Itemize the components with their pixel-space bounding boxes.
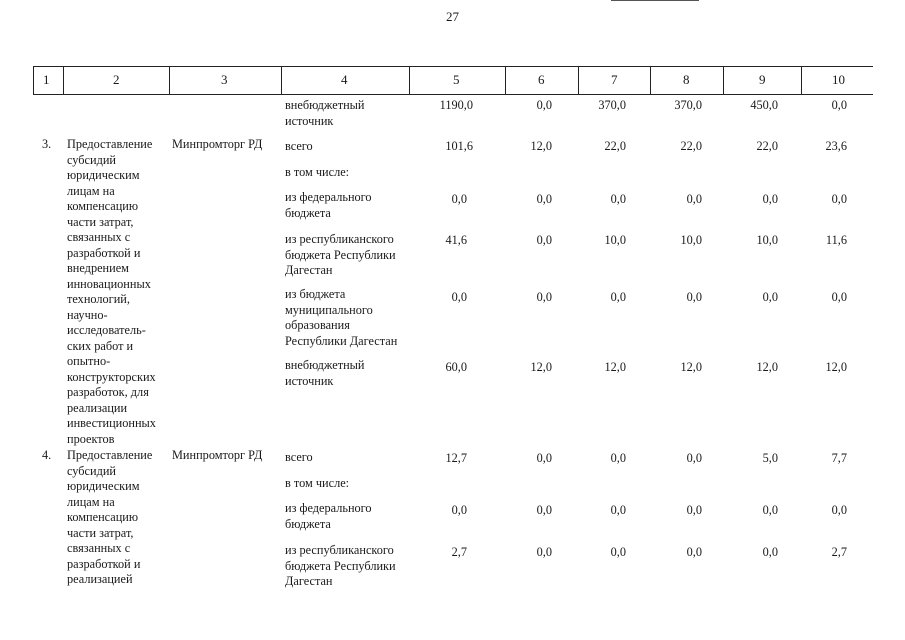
measure-name: Предоставление субсидий юридическим лицам на компенсацию части затрат, связанных с разработкой и внедрением инновационных технологий, научно- исследователь- ских работ и опытно- конструкторских разработок, для реализации инвестиционных проектов [67, 137, 156, 446]
header-col-5: 5 [453, 72, 460, 87]
col-divider [409, 66, 410, 94]
col-divider [723, 66, 724, 94]
source-label: всего [285, 139, 313, 153]
value-cell: 0,0 [831, 192, 847, 206]
measure-name: Предоставление субсидий юридическим лицам на компенсацию части затрат, связанных с разработкой и реализацией [67, 448, 153, 586]
value-cell: 60,0 [445, 360, 467, 374]
value-cell: 10,0 [604, 233, 626, 247]
value-cell: 10,0 [756, 233, 778, 247]
value-cell: 12,0 [825, 360, 847, 374]
value-cell: 0,0 [831, 290, 847, 304]
value-cell: 0,0 [762, 290, 778, 304]
source-label: из федерального бюджета [285, 190, 372, 220]
value-cell: 5,0 [762, 451, 778, 465]
value-cell: 2,7 [831, 545, 847, 559]
col-divider [63, 66, 64, 94]
value-cell: 0,0 [536, 192, 552, 206]
source-label: в том числе: [285, 165, 350, 179]
col-divider [650, 66, 651, 94]
source-label: из республиканского бюджета Республики Дагестан [285, 543, 396, 588]
value-cell: 0,0 [451, 503, 467, 517]
executor: Минпромторг РД [172, 448, 263, 462]
value-cell: 22,0 [756, 139, 778, 153]
value-cell: 0,0 [536, 451, 552, 465]
source-label: в том числе: [285, 476, 350, 490]
value-cell: 23,6 [825, 139, 847, 153]
col-divider [505, 66, 506, 94]
source-label: из бюджета муниципального образования Республики Дагестан [285, 287, 398, 348]
col-divider [578, 66, 579, 94]
value-cell: 0,0 [451, 290, 467, 304]
col-divider [281, 66, 282, 94]
source-label: внебюджетный источник [285, 98, 365, 128]
value-cell: 0,0 [831, 98, 847, 112]
header-col-8: 8 [683, 72, 690, 87]
value-cell: 450,0 [750, 98, 778, 112]
header-col-6: 6 [538, 72, 545, 87]
value-cell: 0,0 [686, 503, 702, 517]
value-cell: 0,0 [686, 192, 702, 206]
header-col-1: 1 [43, 72, 50, 87]
value-cell: 0,0 [536, 545, 552, 559]
header-col-2: 2 [113, 72, 120, 87]
value-cell: 12,0 [604, 360, 626, 374]
source-label: из республиканского бюджета Республики Дагестан [285, 232, 396, 277]
value-cell: 0,0 [686, 290, 702, 304]
col-divider [801, 66, 802, 94]
value-cell: 0,0 [610, 290, 626, 304]
value-cell: 0,0 [686, 451, 702, 465]
value-cell: 0,0 [686, 545, 702, 559]
header-col-7: 7 [611, 72, 618, 87]
value-cell: 22,0 [604, 139, 626, 153]
value-cell: 0,0 [536, 98, 552, 112]
value-cell: 22,0 [680, 139, 702, 153]
value-cell: 12,0 [680, 360, 702, 374]
value-cell: 11,6 [825, 233, 847, 247]
value-cell: 2,7 [451, 545, 467, 559]
value-cell: 0,0 [762, 545, 778, 559]
value-cell: 0,0 [536, 233, 552, 247]
value-cell: 0,0 [610, 545, 626, 559]
value-cell: 0,0 [536, 503, 552, 517]
value-cell: 7,7 [831, 451, 847, 465]
value-cell: 12,7 [445, 451, 467, 465]
value-cell: 0,0 [762, 503, 778, 517]
row-number: 3. [42, 137, 52, 151]
source-label: из федерального бюджета [285, 501, 372, 531]
value-cell: 41,6 [445, 233, 467, 247]
value-cell: 370,0 [674, 98, 702, 112]
col-divider [169, 66, 170, 94]
col-divider [33, 66, 34, 94]
header-col-4: 4 [341, 72, 348, 87]
value-cell: 101,6 [445, 139, 473, 153]
value-cell: 0,0 [610, 451, 626, 465]
value-cell: 0,0 [610, 192, 626, 206]
value-cell: 0,0 [536, 290, 552, 304]
value-cell: 0,0 [610, 503, 626, 517]
header-col-10: 10 [832, 72, 845, 87]
value-cell: 12,0 [530, 360, 552, 374]
value-cell: 0,0 [451, 192, 467, 206]
executor: Минпромторг РД [172, 137, 263, 151]
value-cell: 1190,0 [439, 98, 473, 112]
header-col-9: 9 [759, 72, 766, 87]
source-label: внебюджетный источник [285, 358, 365, 388]
top-rule [611, 0, 699, 1]
header-col-3: 3 [221, 72, 228, 87]
page-number: 27 [446, 9, 459, 24]
value-cell: 0,0 [831, 503, 847, 517]
source-label: всего [285, 450, 313, 464]
row-number: 4. [42, 448, 52, 462]
value-cell: 12,0 [530, 139, 552, 153]
value-cell: 0,0 [762, 192, 778, 206]
value-cell: 370,0 [598, 98, 626, 112]
value-cell: 12,0 [756, 360, 778, 374]
value-cell: 10,0 [680, 233, 702, 247]
